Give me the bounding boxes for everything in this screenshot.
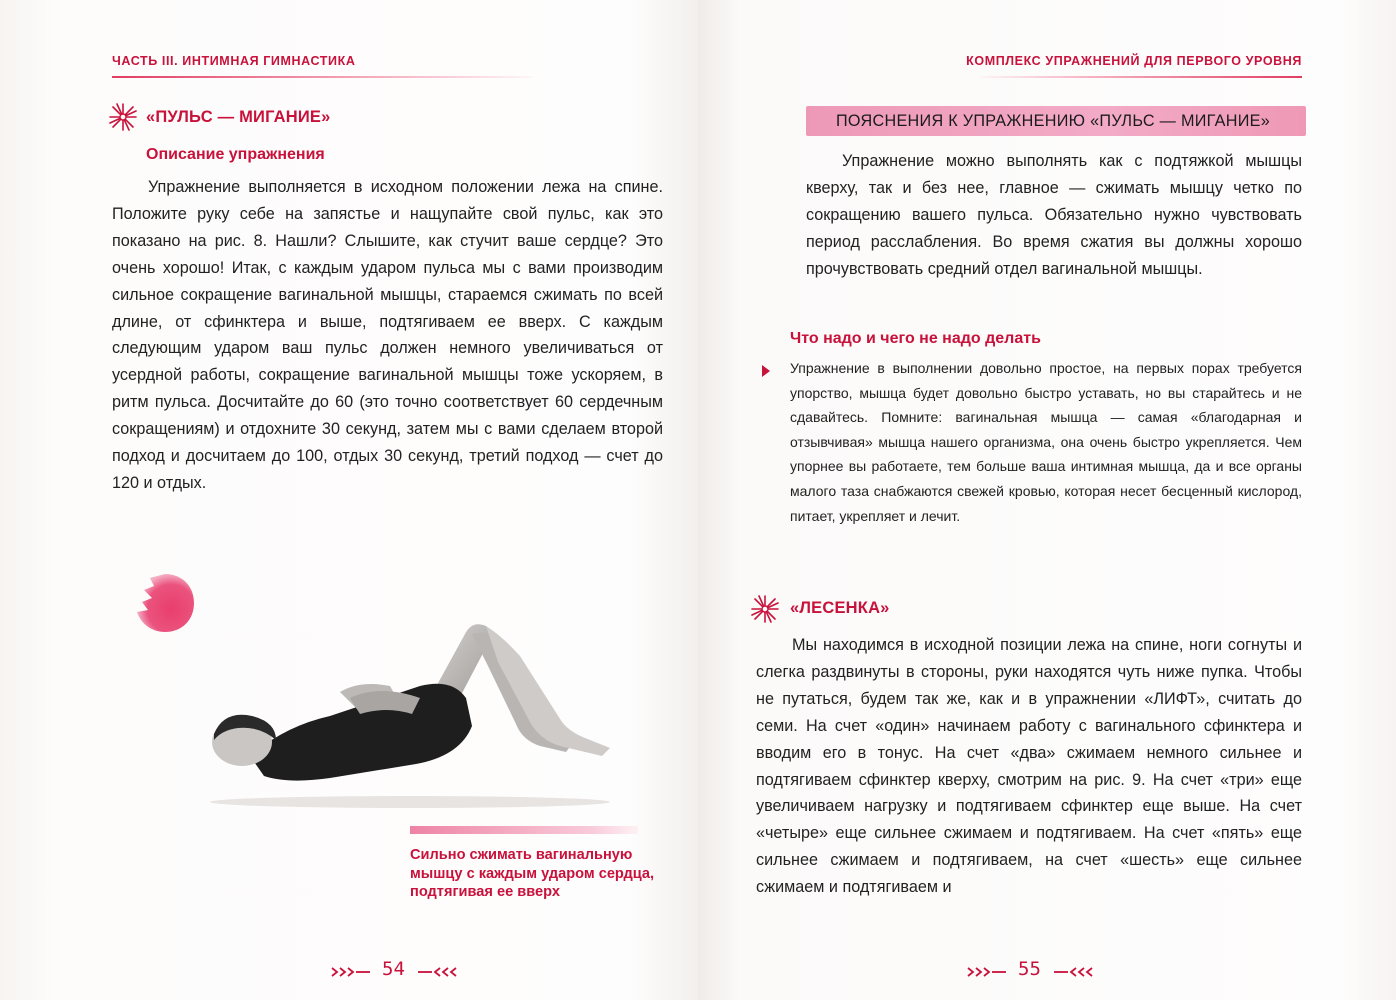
left-running-head: ЧАСТЬ III. ИНТИМНАЯ ГИМНАСТИКА <box>112 54 356 68</box>
exercise-title-pulse: «ПУЛЬС — МИГАНИЕ» <box>146 108 331 126</box>
arrow-chevrons-icon <box>1052 966 1094 978</box>
right-page <box>698 0 1396 1000</box>
spark-icon <box>108 102 138 132</box>
section-body-paragraph: Упражнение можно выполнять как с подтяжкой мышцы кверху, так и без нее, главное — сжимать мышцу четко по сокращению вашего пульса. Обязательно нужно чувствовать период расслабления. Во время сжатия вы должны хорошо прочувствовать средний отдел вагинальной мышцы. <box>806 152 1302 278</box>
description-subtitle: Описание упражнения <box>146 146 325 163</box>
brush-circle-decoration <box>132 570 198 636</box>
left-page-number: 54 <box>382 958 405 980</box>
left-body-paragraph: Упражнение выполняется в исходном положении лежа на спине. Положите руку себе на запястье и нащупайте свой пульс, как это показано на рис. 8. Нашли? Слышите, как стучит ваше сердце? Это очень хорошо! Итак, с каждым ударом пульса мы с вами производим сильное сокращение вагинальной мышцы, стараемся сжимать по всей длине, от сфинктера и выше, подтягиваем ее вверх. С каждым следующим ударом ваш пульс должен немного увеличиваться от усердной работы, сокращение вагинальной мышцы тоже ускоряем, в ритм пульса. Досчитайте до 60 (это точно соответствует 60 сердечным сокращениям) и отдохните 30 секунд, затем мы с вами сделаем второй подход и досчитаем до 100, отдых 30 секунд, третий подход — счет до 120 и отдых. <box>112 178 663 492</box>
woman-lying-photo <box>190 606 630 816</box>
spark-icon <box>750 594 780 624</box>
ladder-body-paragraph: Мы находимся в исходной позиции лежа на спине, ноги согнуты и слегка раздвинуты в стороны, руки находятся чуть ниже пупка. Чтобы не путаться, будем так же, как и в упражнении «ЛИФТ», считать до семи. На счет «один» начинаем работу с вагинального сфинктера и вводим его в тонус. На счет «два» сжимаем немного сильнее и подтягиваем сфинктер кверху, смотрим на рис. 9. На счет «три» еще увеличиваем нагрузку и подтягиваем сфинктер еще выше. На счет «четыре» еще сильнее сжимаем и подтягиваем. На счет «пять» еще сильнее сжимаем и подтягиваем, на счет «шесть» еще сильнее сжимаем и подтягиваем и <box>756 636 1302 897</box>
arrow-chevrons-icon <box>330 966 372 978</box>
left-body-text <box>112 174 663 497</box>
section-title: ПОЯСНЕНИЯ К УПРАЖНЕНИЮ «ПУЛЬС — МИГАНИЕ» <box>836 112 1271 130</box>
triangle-bullet-icon <box>762 365 770 377</box>
exercise-title-ladder: «ЛЕСЕНКА» <box>790 599 890 617</box>
ladder-body-text <box>756 632 1302 901</box>
do-dont-subtitle: Что надо и чего не надо делать <box>790 330 1041 347</box>
caption-rule <box>410 826 638 834</box>
right-page-number: 55 <box>1018 958 1041 980</box>
right-running-head: КОМПЛЕКС УПРАЖНЕНИЙ ДЛЯ ПЕРВОГО УРОВНЯ <box>966 54 1302 68</box>
left-running-head-rule <box>112 76 532 78</box>
arrow-chevrons-icon <box>966 966 1008 978</box>
bullet-text: Упражнение в выполнении довольно простое, на первых порах требуется упорство, мышца будет довольно быстро уставать, но вы старайтесь и не сдавайтесь. Помните: вагинальная мышца — самая «благодарная и отзывчивая» мышца нашего организма, она очень быстро укрепляется. Чем упорнее вы работаете, тем больше ваша интимная мышца, да и все органы малого таза снабжаются свежей кровью, которая несет бесценный кислород, питает, укрепляет и лечит. <box>790 360 1302 524</box>
arrow-chevrons-icon <box>416 966 458 978</box>
section-body-text <box>806 148 1302 283</box>
photo-caption: Сильно сжимать вагинальную мышцу с каждым ударом сердца, подтягивая ее вверх <box>410 847 655 901</box>
right-running-head-rule <box>980 76 1302 78</box>
